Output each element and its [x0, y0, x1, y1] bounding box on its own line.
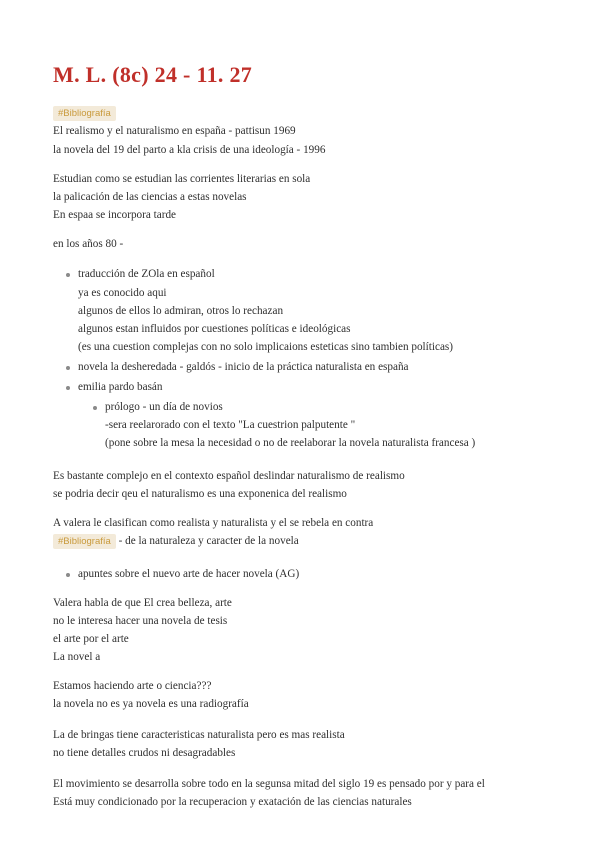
- bringas-line: no tiene detalles crudos ni desagradables: [53, 747, 236, 759]
- intro-line-2: la palicación de las ciencias a estas novelas: [53, 191, 247, 203]
- list-subline: algunos de ellos lo admiran, otros lo rechazan: [78, 305, 284, 317]
- bullet-dot: [66, 386, 70, 390]
- nested-subline: -sera reelarorado con el texto "La cuestrion palputente ": [105, 419, 356, 431]
- movement-line: Está muy condicionado por la recuperacion y exatación de las ciencias naturales: [53, 796, 412, 808]
- valera-art-line: el arte por el arte: [53, 633, 129, 645]
- movement-line: El movimiento se desarrolla sobre todo en la segunsa mitad del siglo 19 es pensado por y para el: [53, 778, 485, 790]
- list-item-pardo-bazan: emilia pardo basán: [78, 381, 163, 393]
- valera-art-line: no le interesa hacer una novela de tesis: [53, 615, 228, 627]
- list-subline: algunos estan influidos por cuestiones políticas e ideológicas: [78, 323, 351, 335]
- valera-tag-row: [53, 534, 299, 549]
- intro-line-1: Estudian como se estudian las corrientes literarias en sola: [53, 173, 311, 185]
- page-title: M. L. (8c) 24 - 11. 27: [53, 62, 253, 87]
- bibliography-tag[interactable]: #Bibliografía: [53, 534, 116, 549]
- valera-intro: A valera le clasifican como realista y naturalista y el se rebela en contra: [53, 517, 374, 529]
- list-subline: (es una cuestion complejas con no solo implicaions esteticas sino tambien políticas): [78, 341, 454, 353]
- complex-line-2: se podria decir qeu el naturalismo es una exponenica del realismo: [53, 488, 347, 500]
- bibliography-tag[interactable]: #Bibliografía: [53, 106, 116, 121]
- list-item-zola: traducción de ZOla en español: [78, 268, 215, 280]
- list-item-desheredada: novela la desheredada - galdós - inicio de la práctica naturalista en españa: [78, 361, 409, 373]
- list-subline: ya es conocido aqui: [78, 287, 167, 299]
- bullet-dot: [66, 573, 70, 577]
- bibliography-tag-row: [53, 106, 116, 121]
- intro-line-3: En espaa se incorpora tarde: [53, 209, 177, 221]
- art-science-line: la novela no es ya novela es una radiografía: [53, 698, 249, 710]
- valera-art-line: La novel a: [53, 651, 101, 663]
- complex-line-1: Es bastante complejo en el contexto español deslindar naturalismo de realismo: [53, 470, 405, 482]
- bringas-line: La de bringas tiene caracteristicas naturalista pero es mas realista: [53, 729, 345, 741]
- art-science-line: Estamos haciendo arte o ciencia???: [53, 680, 212, 692]
- bullet-dot: [66, 273, 70, 277]
- bullet-dot: [93, 406, 97, 410]
- bullet-dot: [66, 366, 70, 370]
- decade-line: en los años 80 -: [53, 238, 124, 250]
- nested-subline: (pone sobre la mesa la necesidad o no de reelaborar la novela naturalista francesa ): [105, 437, 476, 449]
- valera-art-line: Valera habla de que El crea belleza, arte: [53, 597, 232, 609]
- biblio-line-1: El realismo y el naturalismo en españa - pattisun 1969: [53, 125, 296, 137]
- list-item-apuntes: apuntes sobre el nuevo arte de hacer novela (AG): [78, 568, 300, 580]
- valera-tag-text: - de la naturaleza y caracter de la novela: [118, 535, 299, 547]
- nested-item-prologo: prólogo - un día de novios: [105, 401, 223, 413]
- biblio-line-2: la novela del 19 del parto a kla crisis de una ideología - 1996: [53, 144, 326, 156]
